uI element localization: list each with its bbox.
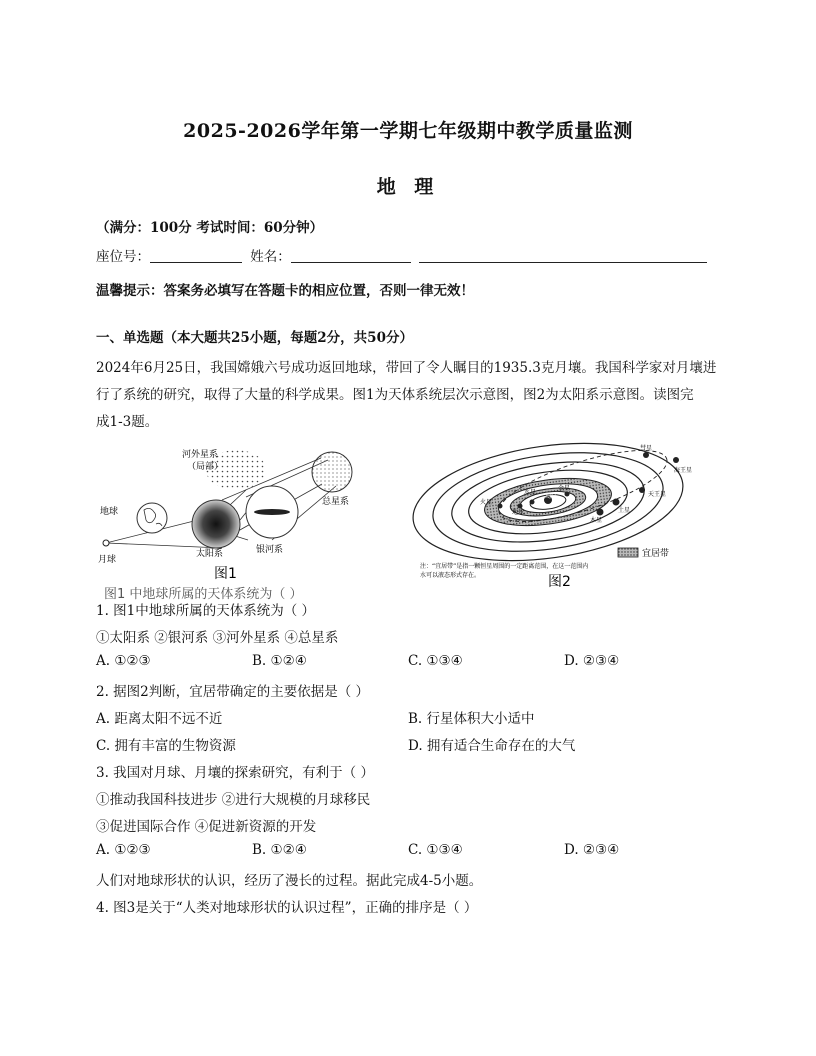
figure-1-celestial-systems [96,440,364,602]
q1-option-b[interactable]: B. ①②④ [252,653,307,669]
q1-option-c[interactable]: C. ①③④ [408,653,463,669]
intro-paragraph [96,355,720,436]
figure-2-note-line1: 注：“宜居带”是指一颗恒星周围的一定距离范围，在这一范围内 [420,563,589,570]
seat-field[interactable] [150,248,242,263]
intro-line: 行了系统的研究，取得了大量的科学成果。图1为天体系统层次示意图，图2为太阳系示意图。读图完 [96,387,694,403]
name-label: 姓名： [250,249,291,265]
earth-globe [137,503,167,533]
q3-option-a[interactable]: A. ①②③ [96,842,151,858]
figure-2-note-line2: 水可以液态形式存在。 [420,572,481,579]
question-3-statements-1: ①推动我国科技进步 ②进行大规模的月球移民 [96,792,371,808]
legend-label: 宜居带 [642,549,670,559]
score-time: （满分：100分 考试时间：60分钟） [96,220,324,236]
warm-tip: 温馨提示：答案务必填写在答题卡的相应位置，否则一律无效！ [96,283,474,299]
label-hewai: 河外星系 [182,450,219,460]
label-mercury: 水星 [524,489,537,496]
q3-option-d[interactable]: D. ②③④ [564,842,620,858]
q3-option-c[interactable]: C. ①③④ [408,842,463,858]
label-taiyangxi: 太阳系 [196,549,224,559]
figure-1-caption: 图1 [214,566,237,582]
label-sun: 太阳 [544,493,557,500]
intro-line: 2024年6月25日，我国嫦娥六号成功返回地球，带回了令人瞩目的1935.3克月壤。我国科学家对月壤进 [96,360,717,376]
question-2-stem: 2. 据图2判断，宜居带确定的主要依据是（ ） [96,684,370,700]
planet-earth [518,504,523,509]
label-earth: 地球 [512,509,525,516]
q1-option-d[interactable]: D. ②③④ [564,653,620,669]
question-1-stem: 1. 图1中地球所属的天体系统为（ ） [96,603,316,619]
section-heading: 一、单选题（本大题共25小题，每题2分，共50分） [96,330,413,346]
seat-label: 座位号： [96,249,150,265]
label-diqiu: 地球 [100,507,119,517]
exam-title: 2025-2026学年第一学期七年级期中教学质量监测 [183,120,633,142]
figure-1-cut-text: 图1 中地球所属的天体系统为（ ） [104,587,303,602]
label-zongxingxi: 总星系 [322,497,350,507]
milky-way-disk [254,509,290,515]
subject-title: 地 理 [376,176,440,198]
planet-venus [565,492,570,497]
q3-option-b[interactable]: B. ①②④ [252,842,307,858]
label-jubu: （局部） [187,462,224,472]
label-uranus: 天王星 [648,491,667,498]
name-field[interactable] [291,248,411,263]
q2-option-d[interactable]: D. 拥有适合生命存在的大气 [408,738,576,754]
comet-dot [643,452,649,458]
label-jupiter: 木星 [590,517,603,524]
label-mars: 火星 [480,499,493,506]
q2-option-b[interactable]: B. 行星体积大小适中 [408,711,535,727]
planet-mercury [530,500,535,505]
question-3-statements-2: ③促进国际合作 ④促进新资源的开发 [96,819,317,835]
question-3-stem: 3. 我国对月球、月壤的探索研究，有利于（ ） [96,765,374,781]
question-1-statements: ①太阳系 ②银河系 ③河外星系 ④总星系 [96,630,339,646]
moon-dot [103,540,109,546]
info-row [96,245,707,265]
figure-2-caption: 图2 [548,574,571,590]
q2-option-c[interactable]: C. 拥有丰富的生物资源 [96,738,236,754]
planet-saturn [613,499,620,506]
q1-option-a[interactable]: A. ①②③ [96,653,151,669]
planet-neptune [673,457,679,463]
universe-sphere [312,452,352,492]
label-yinhexi: 银河系 [256,545,284,555]
solar-system-circle [192,500,240,548]
extra-field[interactable] [419,248,707,263]
intro-4-5: 人们对地球形状的认识，经历了漫长的过程。据此完成4-5小题。 [96,873,483,889]
planet-jupiter [597,509,604,516]
planet-mars [498,504,503,509]
label-saturn: 土星 [618,507,631,514]
label-neptune: 海王星 [674,467,693,474]
label-comet: 彗星 [640,445,653,452]
label-venus: 金星 [558,485,571,492]
label-yueqiu: 月球 [98,555,117,565]
planet-uranus [639,487,645,493]
legend-swatch [618,548,638,557]
q2-option-a[interactable]: A. 距离太阳不远不近 [96,711,223,727]
intro-line: 成1-3题。 [96,414,159,430]
figure-2-solar-system [408,440,698,592]
question-4-stem: 4. 图3是关于“人类对地球形状的认识过程”，正确的排序是（ ） [96,900,478,916]
